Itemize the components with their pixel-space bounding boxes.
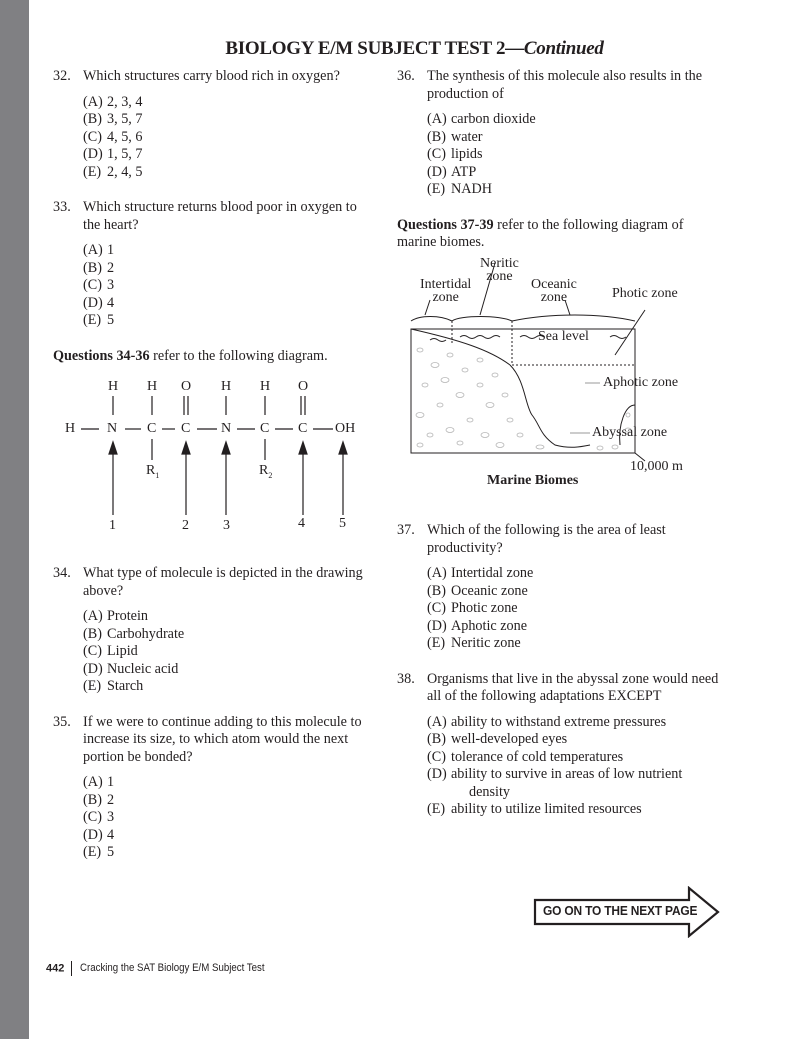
- marine-biomes-diagram: [400, 255, 700, 495]
- page-title: [29, 38, 800, 60]
- option[interactable]: [427, 129, 717, 147]
- question-text: Which of the following is the area of least productivity?: [427, 522, 666, 556]
- option-letter: (A): [427, 565, 447, 581]
- option[interactable]: [83, 146, 373, 164]
- option-letter: (E): [427, 181, 446, 197]
- atom-label: H: [65, 421, 76, 436]
- option-text: lipids: [451, 146, 483, 162]
- option-text: Nucleic acid: [107, 660, 179, 677]
- r-subscript: 1: [155, 470, 160, 480]
- option[interactable]: [83, 643, 383, 661]
- oceanic-label: [531, 278, 577, 304]
- question-number: 32.: [53, 68, 71, 84]
- option-letter: (B): [427, 128, 446, 145]
- option[interactable]: [427, 583, 727, 601]
- option-text: ability to utilize limited resources: [451, 801, 642, 817]
- atom-label: N: [221, 421, 232, 436]
- question-number: 35.: [53, 713, 71, 730]
- option-letter: (A): [427, 111, 447, 127]
- option[interactable]: [427, 766, 727, 801]
- question-number: 34.: [53, 565, 71, 581]
- left-column-lower: [53, 565, 383, 862]
- option[interactable]: [83, 827, 383, 845]
- option-text: 5: [107, 844, 115, 860]
- option-text: Carbohydrate: [107, 625, 185, 642]
- option-text-continued: density: [469, 783, 510, 800]
- question-text: If we were to continue adding to this molecule to increase its size, to which atom would the next portion be bonded?: [83, 713, 362, 765]
- option-letter: (B): [427, 731, 446, 747]
- option[interactable]: [427, 635, 727, 653]
- page-edge-bar: [0, 0, 29, 1039]
- option-letter: (D): [83, 826, 103, 843]
- option-letter: (A): [83, 774, 103, 790]
- aphotic-label: Aphotic zone: [603, 375, 679, 390]
- option-letter: (E): [83, 678, 102, 694]
- option-letter: (C): [83, 643, 102, 659]
- question-number: 33.: [53, 199, 71, 215]
- option[interactable]: [83, 164, 373, 182]
- question-37: [397, 522, 727, 557]
- atom-label: O: [298, 379, 309, 394]
- r-group-2: [259, 464, 272, 483]
- option-text: Intertidal zone: [451, 565, 534, 581]
- question-number: 38.: [397, 670, 415, 687]
- option-letter: (D): [83, 660, 103, 677]
- arrow-label: 1: [109, 518, 116, 533]
- atom-label: N: [107, 421, 118, 436]
- option-text: well-developed eyes: [451, 731, 568, 747]
- option-letter: (B): [427, 582, 446, 599]
- option-text: 3: [107, 277, 115, 293]
- options-38: [397, 714, 727, 819]
- option-text: 2: [107, 259, 115, 276]
- questions-37-39-intro: [397, 217, 717, 252]
- intro-bold: Questions 34-36: [53, 347, 150, 364]
- option[interactable]: [427, 618, 727, 636]
- option-letter: (E): [83, 844, 102, 860]
- label-line: zone: [432, 290, 459, 305]
- option[interactable]: [83, 129, 373, 147]
- diagram-caption: Marine Biomes: [487, 473, 579, 488]
- option-text: 3: [107, 809, 115, 825]
- next-page-label: GO ON TO THE NEXT PAGE: [543, 903, 698, 918]
- option-letter: (C): [83, 809, 102, 825]
- option-text: Neritic zone: [451, 635, 521, 651]
- option-text: ATP: [451, 163, 477, 180]
- option-text: 4: [107, 294, 115, 311]
- option-letter: (A): [83, 93, 103, 110]
- footer-divider: [71, 961, 72, 976]
- r-group-1: [146, 464, 159, 483]
- option[interactable]: [83, 844, 383, 862]
- option-text: Starch: [107, 678, 144, 694]
- option[interactable]: [427, 714, 727, 732]
- option[interactable]: [427, 111, 717, 129]
- questions-34-36-intro: [53, 348, 373, 366]
- abyssal-label: Abyssal zone: [592, 425, 668, 440]
- option-letter: (C): [83, 277, 102, 293]
- peptide-molecule-diagram: [55, 378, 375, 538]
- question-32: [53, 68, 373, 86]
- option-text: 4, 5, 6: [107, 128, 143, 145]
- option-letter: (E): [427, 635, 446, 651]
- option[interactable]: [427, 801, 727, 819]
- go-on-next-page-button[interactable]: [533, 886, 721, 938]
- option-letter: (A): [83, 242, 103, 258]
- option[interactable]: [83, 608, 383, 626]
- option-letter: (D): [83, 294, 103, 311]
- atom-label: H: [260, 379, 271, 394]
- label-line: zone: [486, 269, 513, 284]
- atom-label: C: [260, 421, 270, 436]
- atom-label: H: [147, 379, 158, 394]
- option-letter: (B): [83, 111, 102, 127]
- question-number: 36.: [397, 68, 415, 84]
- option-letter: (D): [427, 766, 447, 782]
- intertidal-label: [420, 278, 471, 304]
- option-text: 1: [107, 242, 115, 258]
- option-text: 5: [107, 312, 115, 328]
- question-text: The synthesis of this molecule also results in the production of: [427, 68, 703, 102]
- question-number: 37.: [397, 522, 415, 538]
- option-letter: (A): [427, 713, 447, 730]
- atom-label: C: [181, 421, 191, 436]
- options-36: [397, 111, 717, 199]
- label-line: Oceanic: [531, 277, 577, 292]
- option-letter: (B): [83, 625, 102, 642]
- option[interactable]: [83, 661, 383, 679]
- option[interactable]: [427, 749, 727, 767]
- arrow-label: 5: [339, 516, 346, 531]
- atom-label: C: [147, 421, 157, 436]
- options-34: [53, 608, 383, 696]
- intro-text: refer to the following diagram of marine biomes.: [397, 216, 684, 250]
- option[interactable]: [83, 94, 373, 112]
- option-letter: (B): [83, 259, 102, 276]
- option-letter: (C): [427, 748, 446, 765]
- book-title: Cracking the SAT Biology E/M Subject Test: [80, 962, 265, 975]
- option[interactable]: [83, 312, 373, 330]
- title-main: BIOLOGY E/M SUBJECT TEST 2—: [225, 38, 524, 59]
- option[interactable]: [427, 565, 727, 583]
- option-text: carbon dioxide: [451, 111, 536, 127]
- option-letter: (D): [427, 163, 447, 180]
- option-letter: (C): [83, 128, 102, 145]
- options-33: [53, 242, 373, 330]
- atom-label: H: [221, 379, 232, 394]
- option-text: water: [451, 128, 483, 145]
- option[interactable]: [83, 111, 373, 129]
- option-letter: (E): [83, 312, 102, 328]
- option-text: 2: [107, 791, 115, 808]
- page-number: 442: [46, 962, 65, 975]
- question-text: What type of molecule is depicted in the drawing above?: [83, 565, 363, 599]
- option-letter: (C): [427, 146, 446, 162]
- atom-label: OH: [335, 421, 356, 436]
- option-letter: (A): [83, 608, 103, 624]
- title-emphasis: Continued: [523, 38, 604, 59]
- option[interactable]: [83, 626, 383, 644]
- option-letter: (B): [83, 791, 102, 808]
- depth-label: 10,000 m: [630, 459, 683, 474]
- option-text: Lipid: [107, 643, 138, 659]
- molecule-bonds: [55, 378, 375, 538]
- option-text: NADH: [451, 181, 492, 197]
- option[interactable]: [427, 731, 727, 749]
- question-text: Organisms that live in the abyssal zone would need all of the following adaptations EXCEPT: [427, 670, 719, 704]
- option-text: tolerance of cold temperatures: [451, 748, 624, 765]
- option[interactable]: [427, 181, 717, 199]
- option[interactable]: [427, 600, 727, 618]
- question-36: [397, 68, 717, 103]
- option-text: Oceanic zone: [451, 582, 528, 599]
- option[interactable]: [83, 678, 383, 696]
- intro-bold: Questions 37-39: [397, 216, 494, 233]
- right-column: [397, 68, 717, 252]
- options-32: [53, 94, 373, 182]
- atom-label: C: [298, 421, 308, 436]
- option[interactable]: [427, 164, 717, 182]
- page-footer: [46, 961, 290, 976]
- question-38: [397, 671, 727, 706]
- label-line: Intertidal: [420, 277, 472, 292]
- atom-label: H: [108, 379, 119, 394]
- option-text: ability to survive in areas of low nutrient: [451, 766, 683, 782]
- neritic-label: [480, 257, 519, 283]
- option-text: 1, 5, 7: [107, 146, 143, 162]
- label-line: zone: [540, 290, 568, 305]
- option[interactable]: [83, 260, 373, 278]
- arrow-label: 3: [223, 518, 230, 533]
- option-letter: (D): [427, 617, 447, 634]
- option-letter: (D): [83, 146, 103, 162]
- question-text: Which structure returns blood poor in oxygen to the heart?: [83, 199, 357, 233]
- question-text: Which structures carry blood rich in oxygen?: [83, 68, 340, 84]
- option[interactable]: [83, 277, 373, 295]
- question-33: [53, 199, 373, 234]
- arrow-label: 2: [182, 518, 189, 533]
- right-column-lower: [397, 522, 727, 819]
- option-letter: (E): [83, 163, 102, 180]
- r-label: R: [259, 463, 269, 478]
- left-column: [53, 68, 373, 365]
- sea-level-label: Sea level: [538, 329, 589, 344]
- option-letter: (E): [427, 801, 446, 817]
- option[interactable]: [83, 242, 373, 260]
- option-text: 1: [107, 774, 115, 790]
- photic-label: Photic zone: [612, 286, 678, 301]
- option[interactable]: [83, 809, 383, 827]
- option-text: Photic zone: [451, 600, 518, 616]
- option[interactable]: [427, 146, 717, 164]
- option[interactable]: [83, 295, 373, 313]
- atom-label: O: [181, 379, 192, 394]
- option-letter: (C): [427, 600, 446, 616]
- option-text: Protein: [107, 608, 148, 624]
- r-label: R: [146, 463, 156, 478]
- option-text: 3, 5, 7: [107, 111, 143, 127]
- arrow-label: 4: [298, 516, 305, 531]
- question-35: [53, 714, 383, 767]
- option-text: Aphotic zone: [451, 617, 528, 634]
- options-37: [397, 565, 727, 653]
- label-line: Neritic: [480, 256, 519, 271]
- options-35: [53, 774, 383, 862]
- option-text: 2, 3, 4: [107, 93, 143, 110]
- option-text: 4: [107, 826, 115, 843]
- option-text: 2, 4, 5: [107, 163, 143, 180]
- option[interactable]: [83, 774, 383, 792]
- question-34: [53, 565, 383, 600]
- r-subscript: 2: [268, 470, 273, 480]
- intro-text: refer to the following diagram.: [149, 347, 328, 364]
- option-text: ability to withstand extreme pressures: [451, 713, 667, 730]
- option[interactable]: [83, 792, 383, 810]
